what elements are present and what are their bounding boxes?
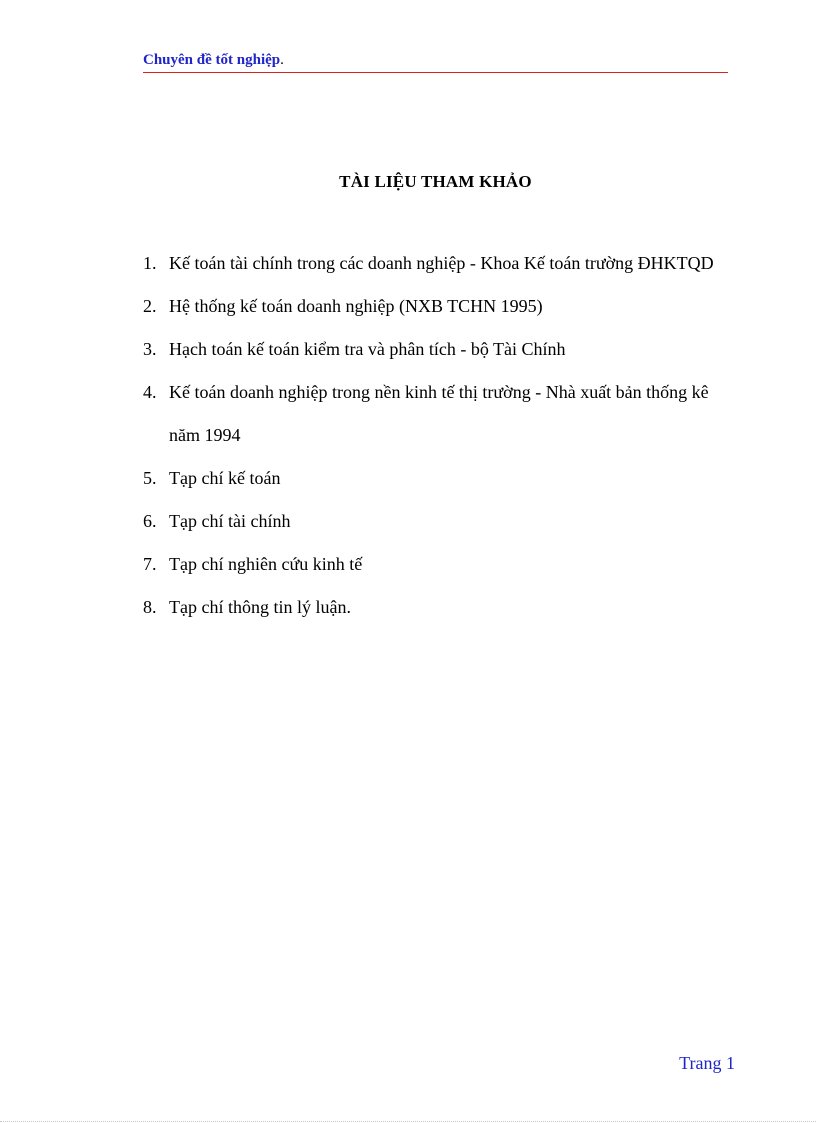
reference-item <box>143 371 743 457</box>
reference-text: Tạp chí tài chính <box>169 511 291 531</box>
header-dot: . <box>280 52 284 68</box>
reference-text: Kế toán tài chính trong các doanh nghiệp - Khoa Kế toán trường ĐHKTQD <box>169 253 714 273</box>
reference-text: Hạch toán kế toán kiểm tra và phân tích - bộ Tài Chính <box>169 339 566 359</box>
reference-number: 5. <box>143 468 157 488</box>
reference-number: 3. <box>143 339 157 359</box>
header-title: Chuyên đề tốt nghiệp <box>143 52 281 68</box>
reference-text: Hệ thống kế toán doanh nghiệp (NXB TCHN 1995) <box>169 296 543 316</box>
reference-number: 6. <box>143 511 157 531</box>
page-bottom-edge <box>0 1121 816 1122</box>
reference-text: Tạp chí kế toán <box>169 468 281 488</box>
reference-number: 1. <box>143 253 157 273</box>
reference-item <box>143 586 743 629</box>
reference-number: 4. <box>143 382 157 402</box>
reference-item <box>143 328 743 371</box>
reference-item <box>143 543 743 586</box>
page-header <box>143 50 728 73</box>
reference-text: Tạp chí thông tin lý luận. <box>169 597 351 617</box>
reference-item <box>143 285 743 328</box>
references-title: TÀI LIỆU THAM KHẢO <box>339 172 532 191</box>
reference-item <box>143 242 743 285</box>
reference-number: 8. <box>143 597 157 617</box>
reference-number: 2. <box>143 296 157 316</box>
reference-text: Tạp chí nghiên cứu kinh tế <box>169 554 363 574</box>
reference-item <box>143 500 743 543</box>
page-number: Trang 1 <box>679 1053 735 1073</box>
reference-text: Kế toán doanh nghiệp trong nền kinh tế thị trường - Nhà xuất bản thống kê năm 1994 <box>169 382 709 445</box>
references-list <box>143 242 743 629</box>
reference-item <box>143 457 743 500</box>
reference-number: 7. <box>143 554 157 574</box>
